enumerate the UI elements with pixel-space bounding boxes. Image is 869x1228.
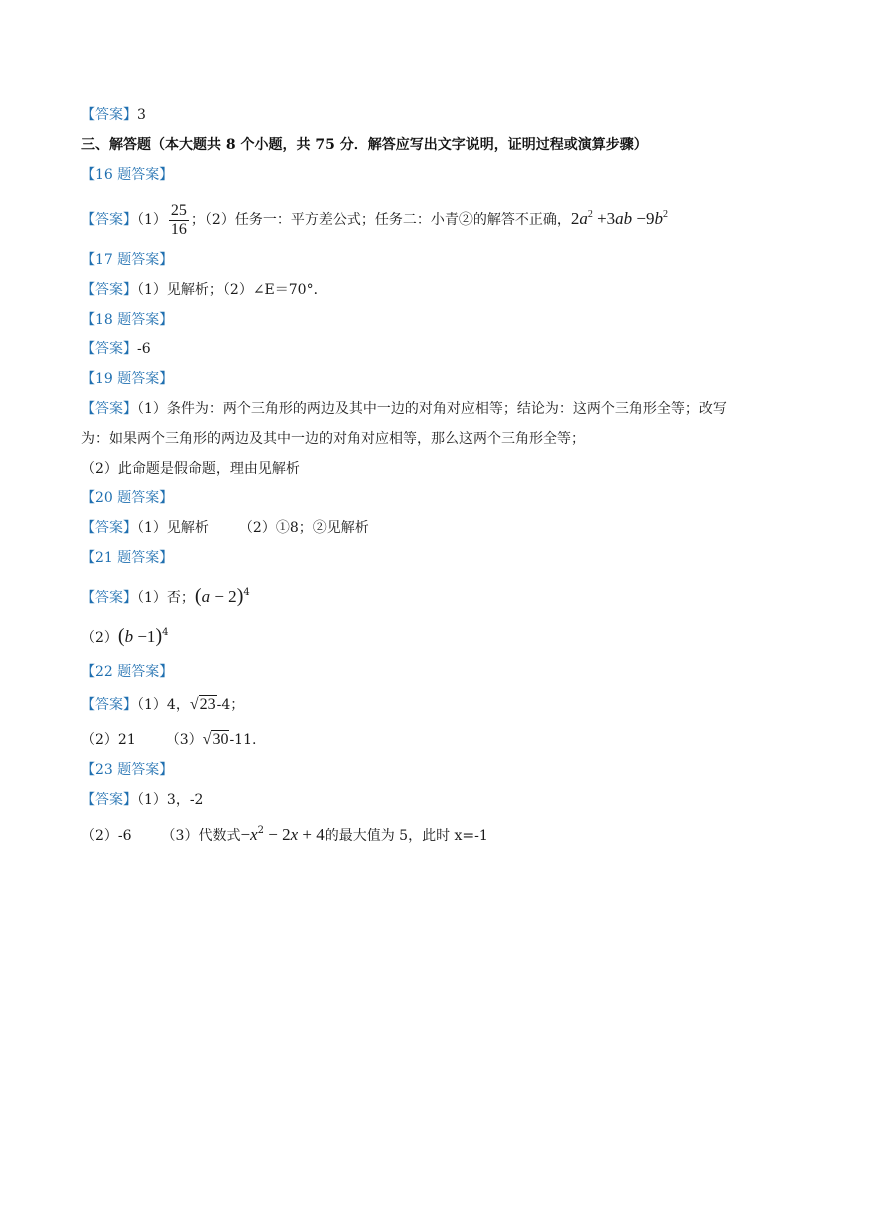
- q21-answer-line2: [81, 620, 168, 651]
- answer-tag: 【答案】: [81, 401, 137, 417]
- q21-heading: 【21 题答案】: [81, 550, 174, 566]
- answer-tag: 【答案】: [81, 520, 137, 536]
- answer-tag: 【答案】: [81, 282, 137, 298]
- q22-part1-tail: -4；: [216, 697, 245, 713]
- q17-answer: [81, 281, 328, 299]
- q23-heading: 【23 题答案】: [81, 762, 174, 778]
- q16-part2: ；（2）任务一：平方差公式；任务二：小青②的解答不正确，: [190, 212, 571, 228]
- q22-part2: （2）21: [81, 732, 136, 748]
- q22-part3-tail: -11.: [229, 732, 257, 748]
- q19-answer-line3: （2）此命题是假命题，理由见解析: [81, 461, 300, 477]
- q23-expression: $-x^2 - 2x + 4$: [240, 825, 325, 844]
- answer-line-15: [81, 106, 146, 124]
- q23-part3-tail: 的最大值为 5，此时 x=-1: [324, 828, 488, 844]
- q20-part2: （2）①8；②见解析: [238, 520, 369, 536]
- q22-heading: 【22 题答案】: [81, 664, 174, 680]
- section-heading: 三、解答题（本大题共 8 个小题，共 75 分．解答应写出文字说明，证明过程或演算步骤）: [81, 137, 648, 153]
- q19-answer-line1: [81, 400, 727, 418]
- q16-heading: 【16 题答案】: [81, 167, 174, 183]
- q22-part1: （1）4，: [137, 697, 190, 713]
- q19-text-line1: （1）条件为：两个三角形的两边及其中一边的对角对应相等；结论为：这两个三角形全等；改写: [137, 401, 727, 417]
- q19-answer-line2: 为：如果两个三角形的两边及其中一边的对角对应相等，那么这两个三角形全等；: [81, 431, 585, 447]
- q16-fraction: [169, 202, 189, 239]
- q22-answer-line2: [81, 729, 256, 751]
- answer-tag: 【答案】: [81, 792, 137, 808]
- sqrt-radicand: 23: [199, 696, 216, 713]
- q16-part1: （1）: [137, 212, 167, 228]
- q23-part3: （3）代数式: [161, 828, 241, 844]
- q22-sqrt-30: √30: [202, 731, 229, 748]
- q21-expression1: $(a - 2)^4$: [194, 585, 250, 607]
- q23-answer-line2: [81, 820, 488, 847]
- q20-heading: 【20 题答案】: [81, 490, 174, 506]
- q23-answer-line1: [81, 791, 203, 809]
- answer-tag: 【答案】: [81, 590, 137, 606]
- q18-heading: 【18 题答案】: [81, 312, 174, 328]
- answer-tag: 【答案】: [81, 697, 137, 713]
- q17-text: （1）见解析；（2）∠E＝70°．: [137, 282, 328, 298]
- fraction-numerator: 25: [170, 201, 187, 219]
- fraction-denominator: 16: [170, 220, 187, 238]
- q16-expression: $2a^2 +3ab -9b^2$: [570, 209, 669, 228]
- q20-part1: （1）见解析: [137, 520, 209, 536]
- answer-tag: 【答案】: [81, 107, 137, 123]
- q21-answer-line1: [81, 580, 250, 611]
- q18-text: -6: [137, 341, 151, 357]
- q20-answer: [81, 519, 369, 537]
- answer-tag: 【答案】: [81, 212, 137, 228]
- q21-expression2: $(b -1)^4$: [117, 625, 169, 647]
- q21-part1: （1）否；: [137, 590, 195, 606]
- answer-value: 3: [137, 107, 146, 123]
- q19-heading: 【19 题答案】: [81, 371, 174, 387]
- q22-part3: （3）: [165, 732, 203, 748]
- q22-sqrt-23: √23: [189, 696, 216, 713]
- answer-tag: 【答案】: [81, 341, 137, 357]
- q23-part1: （1）3，-2: [137, 792, 204, 808]
- q16-answer: [81, 195, 668, 240]
- q23-part2: （2）-6: [81, 828, 132, 844]
- q22-answer-line1: [81, 694, 244, 716]
- q21-part2: （2）: [81, 630, 118, 646]
- q17-heading: 【17 题答案】: [81, 252, 174, 268]
- sqrt-radicand: 30: [212, 731, 229, 748]
- q18-answer: [81, 340, 151, 358]
